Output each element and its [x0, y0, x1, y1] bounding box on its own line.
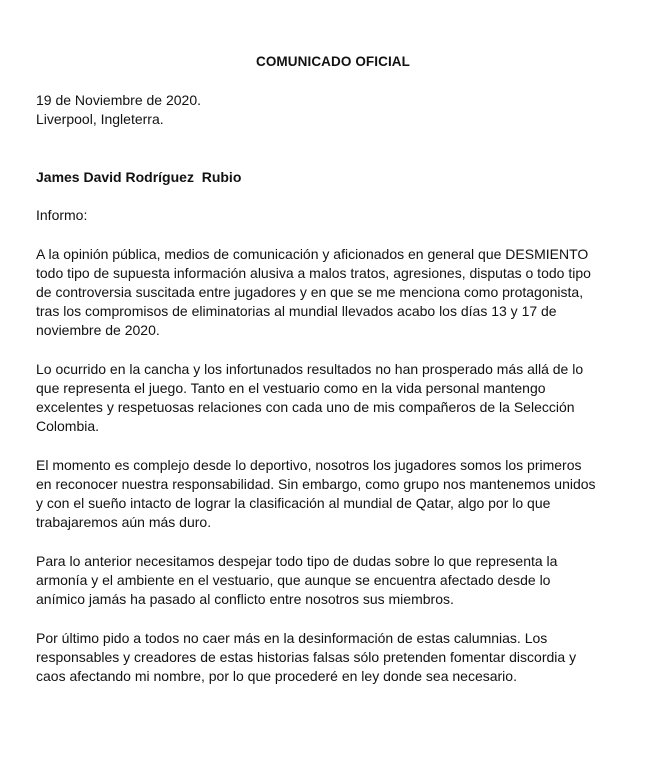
paragraph-line: A la opinión pública, medios de comunicación y aficionados en general que DESMIENTO [36, 246, 589, 262]
paragraph-1 [36, 245, 636, 340]
paragraph-5 [36, 629, 636, 686]
paragraph-line: que representa el juego. Tanto en el vestuario como en la vida personal mantengo [36, 380, 546, 396]
paragraph-line: de controversia suscitada entre jugadores y en que se me menciona como protagonista, [36, 284, 584, 300]
paragraph-line: todo tipo de supuesta información alusiva a malos tratos, agresiones, disputas o todo tipo [36, 265, 591, 281]
paragraph-line: Colombia. [36, 418, 100, 434]
document-title: COMUNICADO OFICIAL [255, 54, 411, 69]
paragraph-line: noviembre de 2020. [36, 322, 160, 338]
paragraph-line: excelentes y respetuosas relaciones con cada uno de mis compañeros de la Selección [36, 399, 575, 415]
paragraph-2 [36, 360, 636, 436]
paragraph-line: El momento es complejo desde lo deportivo, nosotros los jugadores somos los primeros [36, 457, 582, 473]
paragraph-line: anímico jamás ha pasado al conflicto entre nosotros sus miembros. [36, 591, 454, 607]
paragraph-line: trabajaremos aún más duro. [36, 514, 212, 530]
paragraph-line: Lo ocurrido en la cancha y los infortunados resultados no han prosperado más allá de lo [36, 361, 584, 377]
paragraph-line: caos afectando mi nombre, por lo que procederé en ley donde sea necesario. [36, 668, 517, 684]
paragraph-line: Por último pido a todos no caer más en la desinformación de estas calumnias. Los [36, 630, 548, 646]
paragraph-line: tras los compromisos de eliminatorias al mundial llevados acabo los días 13 y 17 de [36, 303, 557, 319]
date-place-block [36, 91, 201, 129]
paragraph-line: y con el sueño intacto de lograr la clasificación al mundial de Qatar, algo por lo que [36, 495, 551, 511]
paragraph-4 [36, 552, 636, 609]
paragraph-line: armonía y el ambiente en el vestuario, que aunque se encuentra afectado desde lo [36, 572, 551, 588]
paragraph-3 [36, 456, 636, 532]
paragraph-line: Para lo anterior necesitamos despejar todo tipo de dudas sobre lo que representa la [36, 553, 558, 569]
greeting: Informo: [36, 207, 88, 223]
document-place: Liverpool, Ingleterra. [36, 111, 164, 127]
paragraph-line: en reconocer nuestra responsabilidad. Sin embargo, como grupo nos mantenemos unidos [36, 476, 596, 492]
document-date: 19 de Noviembre de 2020. [36, 92, 201, 108]
paragraph-line: responsables y creadores de estas historias falsas sólo pretenden fomentar discordia y [36, 649, 577, 665]
author-name: James David Rodríguez Rubio [36, 169, 242, 185]
